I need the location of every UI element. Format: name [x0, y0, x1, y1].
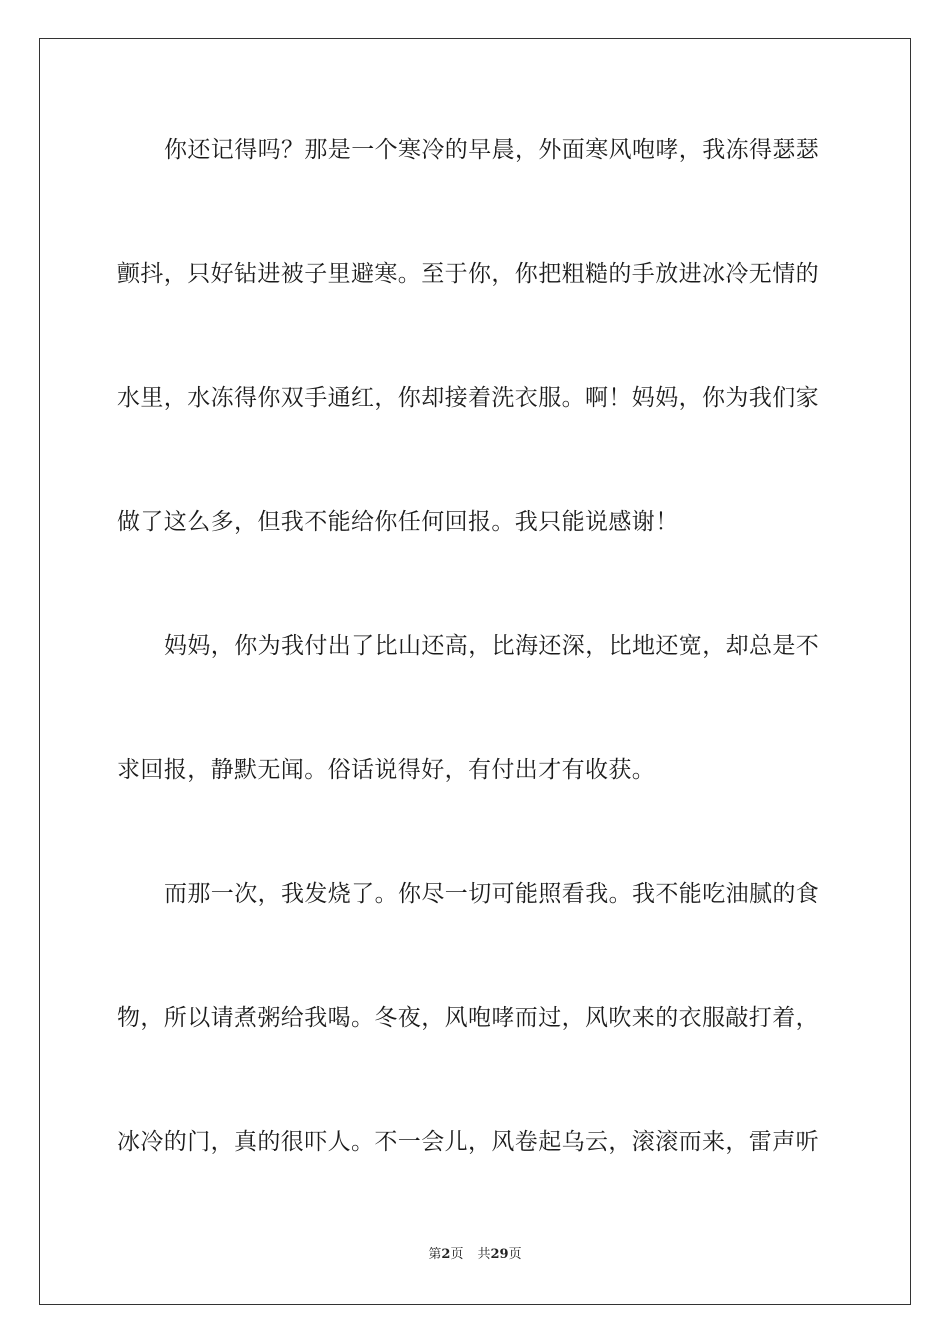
page-number: 2 [441, 1247, 451, 1262]
text-line-2: 颤抖，只好钻进被子里避寒。至于你，你把粗糙的手放进冰冷无情的 [117, 261, 819, 287]
text-line-8: 物，所以请煮粥给我喝。冬夜，风咆哮而过，风吹来的衣服敲打着， [117, 1005, 819, 1031]
page-suffix: 页 [450, 1247, 464, 1262]
text-line-9: 冰冷的门，真的很吓人。不一会儿，风卷起乌云，滚滚而来，雷声听 [117, 1129, 819, 1155]
text-line-3: 水里，水冻得你双手通红，你却接着洗衣服。啊！妈妈，你为我们家 [117, 385, 819, 411]
page-footer [0, 1246, 950, 1264]
text-line-7: 而那一次，我发烧了。你尽一切可能照看我。我不能吃油腻的食 [164, 881, 820, 907]
page-border [39, 38, 911, 1305]
total-prefix: 共 [477, 1247, 491, 1262]
page-prefix: 第 [428, 1247, 442, 1262]
text-line-5: 妈妈，你为我付出了比山还高，比海还深，比地还宽，却总是不 [164, 633, 820, 659]
text-line-1: 你还记得吗？那是一个寒冷的早晨，外面寒风咆哮，我冻得瑟瑟 [164, 137, 820, 163]
text-line-4: 做了这么多，但我不能给你任何回报。我只能说感谢！ [117, 509, 679, 535]
total-pages: 29 [490, 1247, 509, 1262]
text-line-6: 求回报，静默无闻。俗话说得好，有付出才有收获。 [117, 757, 656, 783]
total-suffix: 页 [508, 1247, 522, 1262]
